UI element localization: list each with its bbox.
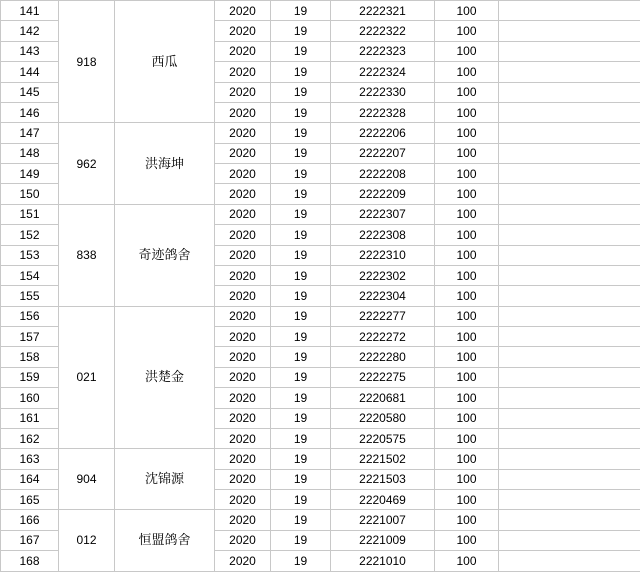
- row-number-cell[interactable]: 151: [1, 204, 59, 224]
- ring-number-cell[interactable]: 2222310: [331, 245, 435, 265]
- score-cell[interactable]: 100: [435, 388, 499, 408]
- year-cell[interactable]: 2020: [215, 530, 271, 550]
- ring-number-cell[interactable]: 2220681: [331, 388, 435, 408]
- ring-number-cell[interactable]: 2222323: [331, 41, 435, 61]
- row-number-cell[interactable]: 166: [1, 510, 59, 530]
- table-row: [1, 1, 640, 21]
- ring-number-cell[interactable]: 2222308: [331, 225, 435, 245]
- ring-number-cell[interactable]: 2220469: [331, 490, 435, 510]
- row-number-cell[interactable]: 162: [1, 428, 59, 448]
- region-cell[interactable]: 19: [271, 347, 331, 367]
- ring-number-cell[interactable]: 2222209: [331, 184, 435, 204]
- year-cell[interactable]: 2020: [215, 164, 271, 184]
- ring-number-cell[interactable]: 2222321: [331, 1, 435, 21]
- empty-cell[interactable]: [499, 82, 640, 102]
- score-cell[interactable]: 100: [435, 41, 499, 61]
- year-cell[interactable]: 2020: [215, 449, 271, 469]
- score-cell[interactable]: 100: [435, 225, 499, 245]
- row-number-cell[interactable]: 153: [1, 245, 59, 265]
- group-code-cell[interactable]: 012: [59, 510, 115, 571]
- year-cell[interactable]: 2020: [215, 204, 271, 224]
- row-number-cell[interactable]: 149: [1, 164, 59, 184]
- row-number-cell[interactable]: 148: [1, 143, 59, 163]
- year-cell[interactable]: 2020: [215, 1, 271, 21]
- score-cell[interactable]: 100: [435, 265, 499, 285]
- region-cell[interactable]: 19: [271, 428, 331, 448]
- region-cell[interactable]: 19: [271, 164, 331, 184]
- empty-cell[interactable]: [499, 204, 640, 224]
- empty-cell[interactable]: [499, 347, 640, 367]
- ring-number-cell[interactable]: 2221502: [331, 449, 435, 469]
- score-cell[interactable]: 100: [435, 469, 499, 489]
- region-cell[interactable]: 19: [271, 204, 331, 224]
- row-number-cell[interactable]: 155: [1, 286, 59, 306]
- owner-name-cell[interactable]: 恒盟鸽舍: [115, 510, 215, 571]
- year-cell[interactable]: 2020: [215, 510, 271, 530]
- empty-cell[interactable]: [499, 123, 640, 143]
- empty-cell[interactable]: [499, 286, 640, 306]
- region-cell[interactable]: 19: [271, 62, 331, 82]
- score-cell[interactable]: 100: [435, 530, 499, 550]
- row-number-cell[interactable]: 158: [1, 347, 59, 367]
- year-cell[interactable]: 2020: [215, 367, 271, 387]
- region-cell[interactable]: 19: [271, 327, 331, 347]
- year-cell[interactable]: 2020: [215, 102, 271, 122]
- score-cell[interactable]: 100: [435, 347, 499, 367]
- score-cell[interactable]: 100: [435, 306, 499, 326]
- row-number-cell[interactable]: 146: [1, 102, 59, 122]
- empty-cell[interactable]: [499, 408, 640, 428]
- empty-cell[interactable]: [499, 245, 640, 265]
- region-cell[interactable]: 19: [271, 41, 331, 61]
- score-cell[interactable]: 100: [435, 21, 499, 41]
- ring-number-cell[interactable]: 2220575: [331, 428, 435, 448]
- ring-number-cell[interactable]: 2222277: [331, 306, 435, 326]
- region-cell[interactable]: 19: [271, 21, 331, 41]
- empty-cell[interactable]: [499, 41, 640, 61]
- empty-cell[interactable]: [499, 530, 640, 550]
- empty-cell[interactable]: [499, 388, 640, 408]
- ring-number-cell[interactable]: 2222302: [331, 265, 435, 285]
- year-cell[interactable]: 2020: [215, 388, 271, 408]
- empty-cell[interactable]: [499, 490, 640, 510]
- table-row: [1, 449, 640, 469]
- row-number-cell[interactable]: 160: [1, 388, 59, 408]
- table-row: [1, 123, 640, 143]
- owner-name-cell[interactable]: 洪海坤: [115, 123, 215, 205]
- empty-cell[interactable]: [499, 62, 640, 82]
- ring-number-cell[interactable]: 2222206: [331, 123, 435, 143]
- row-number-cell[interactable]: 144: [1, 62, 59, 82]
- owner-name-cell[interactable]: 洪楚金: [115, 306, 215, 449]
- score-cell[interactable]: 100: [435, 428, 499, 448]
- empty-cell[interactable]: [499, 225, 640, 245]
- empty-cell[interactable]: [499, 164, 640, 184]
- score-cell[interactable]: 100: [435, 327, 499, 347]
- region-cell[interactable]: 19: [271, 551, 331, 571]
- region-cell[interactable]: 19: [271, 102, 331, 122]
- ring-number-cell[interactable]: 2222330: [331, 82, 435, 102]
- ring-number-cell[interactable]: 2222322: [331, 21, 435, 41]
- ring-number-cell[interactable]: 2222304: [331, 286, 435, 306]
- table-body: [1, 1, 640, 572]
- score-cell[interactable]: 100: [435, 551, 499, 571]
- year-cell[interactable]: 2020: [215, 123, 271, 143]
- ring-number-cell[interactable]: 2222307: [331, 204, 435, 224]
- row-number-cell[interactable]: 161: [1, 408, 59, 428]
- region-cell[interactable]: 19: [271, 265, 331, 285]
- region-cell[interactable]: 19: [271, 123, 331, 143]
- empty-cell[interactable]: [499, 102, 640, 122]
- row-number-cell[interactable]: 147: [1, 123, 59, 143]
- score-cell[interactable]: 100: [435, 143, 499, 163]
- year-cell[interactable]: 2020: [215, 469, 271, 489]
- row-number-cell[interactable]: 156: [1, 306, 59, 326]
- row-number-cell[interactable]: 157: [1, 327, 59, 347]
- score-cell[interactable]: 100: [435, 449, 499, 469]
- year-cell[interactable]: 2020: [215, 41, 271, 61]
- row-number-cell[interactable]: 150: [1, 184, 59, 204]
- score-cell[interactable]: 100: [435, 82, 499, 102]
- ring-number-cell[interactable]: 2222275: [331, 367, 435, 387]
- ring-number-cell[interactable]: 2222208: [331, 164, 435, 184]
- score-cell[interactable]: 100: [435, 164, 499, 184]
- group-code-cell[interactable]: 838: [59, 204, 115, 306]
- empty-cell[interactable]: [499, 327, 640, 347]
- row-number-cell[interactable]: 145: [1, 82, 59, 102]
- score-cell[interactable]: 100: [435, 245, 499, 265]
- table-row: [1, 306, 640, 326]
- empty-cell[interactable]: [499, 306, 640, 326]
- score-cell[interactable]: 100: [435, 204, 499, 224]
- row-number-cell[interactable]: 164: [1, 469, 59, 489]
- year-cell[interactable]: 2020: [215, 225, 271, 245]
- year-cell[interactable]: 2020: [215, 184, 271, 204]
- ring-number-cell[interactable]: 2222324: [331, 62, 435, 82]
- score-cell[interactable]: 100: [435, 490, 499, 510]
- ring-number-cell[interactable]: 2221009: [331, 530, 435, 550]
- year-cell[interactable]: 2020: [215, 245, 271, 265]
- empty-cell[interactable]: [499, 184, 640, 204]
- owner-name-cell[interactable]: 奇迹鸽舍: [115, 204, 215, 306]
- empty-cell[interactable]: [499, 367, 640, 387]
- region-cell[interactable]: 19: [271, 245, 331, 265]
- ring-number-cell[interactable]: 2221503: [331, 469, 435, 489]
- score-cell[interactable]: 100: [435, 102, 499, 122]
- ring-number-cell[interactable]: 2221010: [331, 551, 435, 571]
- region-cell[interactable]: 19: [271, 490, 331, 510]
- score-cell[interactable]: 100: [435, 1, 499, 21]
- region-cell[interactable]: 19: [271, 306, 331, 326]
- empty-cell[interactable]: [499, 551, 640, 571]
- group-code-cell[interactable]: 918: [59, 1, 115, 123]
- table-row: [1, 510, 640, 530]
- group-code-cell[interactable]: 962: [59, 123, 115, 205]
- row-number-cell[interactable]: 141: [1, 1, 59, 21]
- row-number-cell[interactable]: 152: [1, 225, 59, 245]
- owner-name-cell[interactable]: 沈锦源: [115, 449, 215, 510]
- empty-cell[interactable]: [499, 510, 640, 530]
- score-cell[interactable]: 100: [435, 510, 499, 530]
- year-cell[interactable]: 2020: [215, 82, 271, 102]
- region-cell[interactable]: 19: [271, 225, 331, 245]
- row-number-cell[interactable]: 142: [1, 21, 59, 41]
- owner-name-cell[interactable]: 西瓜: [115, 1, 215, 123]
- region-cell[interactable]: 19: [271, 184, 331, 204]
- score-cell[interactable]: 100: [435, 286, 499, 306]
- year-cell[interactable]: 2020: [215, 306, 271, 326]
- region-cell[interactable]: 19: [271, 510, 331, 530]
- region-cell[interactable]: 19: [271, 286, 331, 306]
- row-number-cell[interactable]: 167: [1, 530, 59, 550]
- score-cell[interactable]: 100: [435, 184, 499, 204]
- row-number-cell[interactable]: 143: [1, 41, 59, 61]
- row-number-cell[interactable]: 159: [1, 367, 59, 387]
- ring-number-cell[interactable]: 2222280: [331, 347, 435, 367]
- region-cell[interactable]: 19: [271, 408, 331, 428]
- region-cell[interactable]: 19: [271, 82, 331, 102]
- year-cell[interactable]: 2020: [215, 327, 271, 347]
- score-cell[interactable]: 100: [435, 123, 499, 143]
- region-cell[interactable]: 19: [271, 449, 331, 469]
- ring-number-cell[interactable]: 2222328: [331, 102, 435, 122]
- score-cell[interactable]: 100: [435, 367, 499, 387]
- region-cell[interactable]: 19: [271, 367, 331, 387]
- group-code-cell[interactable]: 904: [59, 449, 115, 510]
- year-cell[interactable]: 2020: [215, 265, 271, 285]
- ring-number-cell[interactable]: 2222272: [331, 327, 435, 347]
- row-number-cell[interactable]: 154: [1, 265, 59, 285]
- group-code-cell[interactable]: 021: [59, 306, 115, 449]
- ring-number-cell[interactable]: 2220580: [331, 408, 435, 428]
- ring-number-cell[interactable]: 2221007: [331, 510, 435, 530]
- year-cell[interactable]: 2020: [215, 21, 271, 41]
- row-number-cell[interactable]: 168: [1, 551, 59, 571]
- year-cell[interactable]: 2020: [215, 490, 271, 510]
- empty-cell[interactable]: [499, 1, 640, 21]
- year-cell[interactable]: 2020: [215, 428, 271, 448]
- table-row: [1, 204, 640, 224]
- region-cell[interactable]: 19: [271, 1, 331, 21]
- year-cell[interactable]: 2020: [215, 286, 271, 306]
- year-cell[interactable]: 2020: [215, 408, 271, 428]
- year-cell[interactable]: 2020: [215, 143, 271, 163]
- region-cell[interactable]: 19: [271, 143, 331, 163]
- year-cell[interactable]: 2020: [215, 347, 271, 367]
- row-number-cell[interactable]: 165: [1, 490, 59, 510]
- score-cell[interactable]: 100: [435, 408, 499, 428]
- year-cell[interactable]: 2020: [215, 62, 271, 82]
- region-cell[interactable]: 19: [271, 530, 331, 550]
- empty-cell[interactable]: [499, 21, 640, 41]
- region-cell[interactable]: 19: [271, 469, 331, 489]
- ring-number-cell[interactable]: 2222207: [331, 143, 435, 163]
- empty-cell[interactable]: [499, 469, 640, 489]
- row-number-cell[interactable]: 163: [1, 449, 59, 469]
- empty-cell[interactable]: [499, 428, 640, 448]
- empty-cell[interactable]: [499, 265, 640, 285]
- score-cell[interactable]: 100: [435, 62, 499, 82]
- empty-cell[interactable]: [499, 143, 640, 163]
- empty-cell[interactable]: [499, 449, 640, 469]
- year-cell[interactable]: 2020: [215, 551, 271, 571]
- region-cell[interactable]: 19: [271, 388, 331, 408]
